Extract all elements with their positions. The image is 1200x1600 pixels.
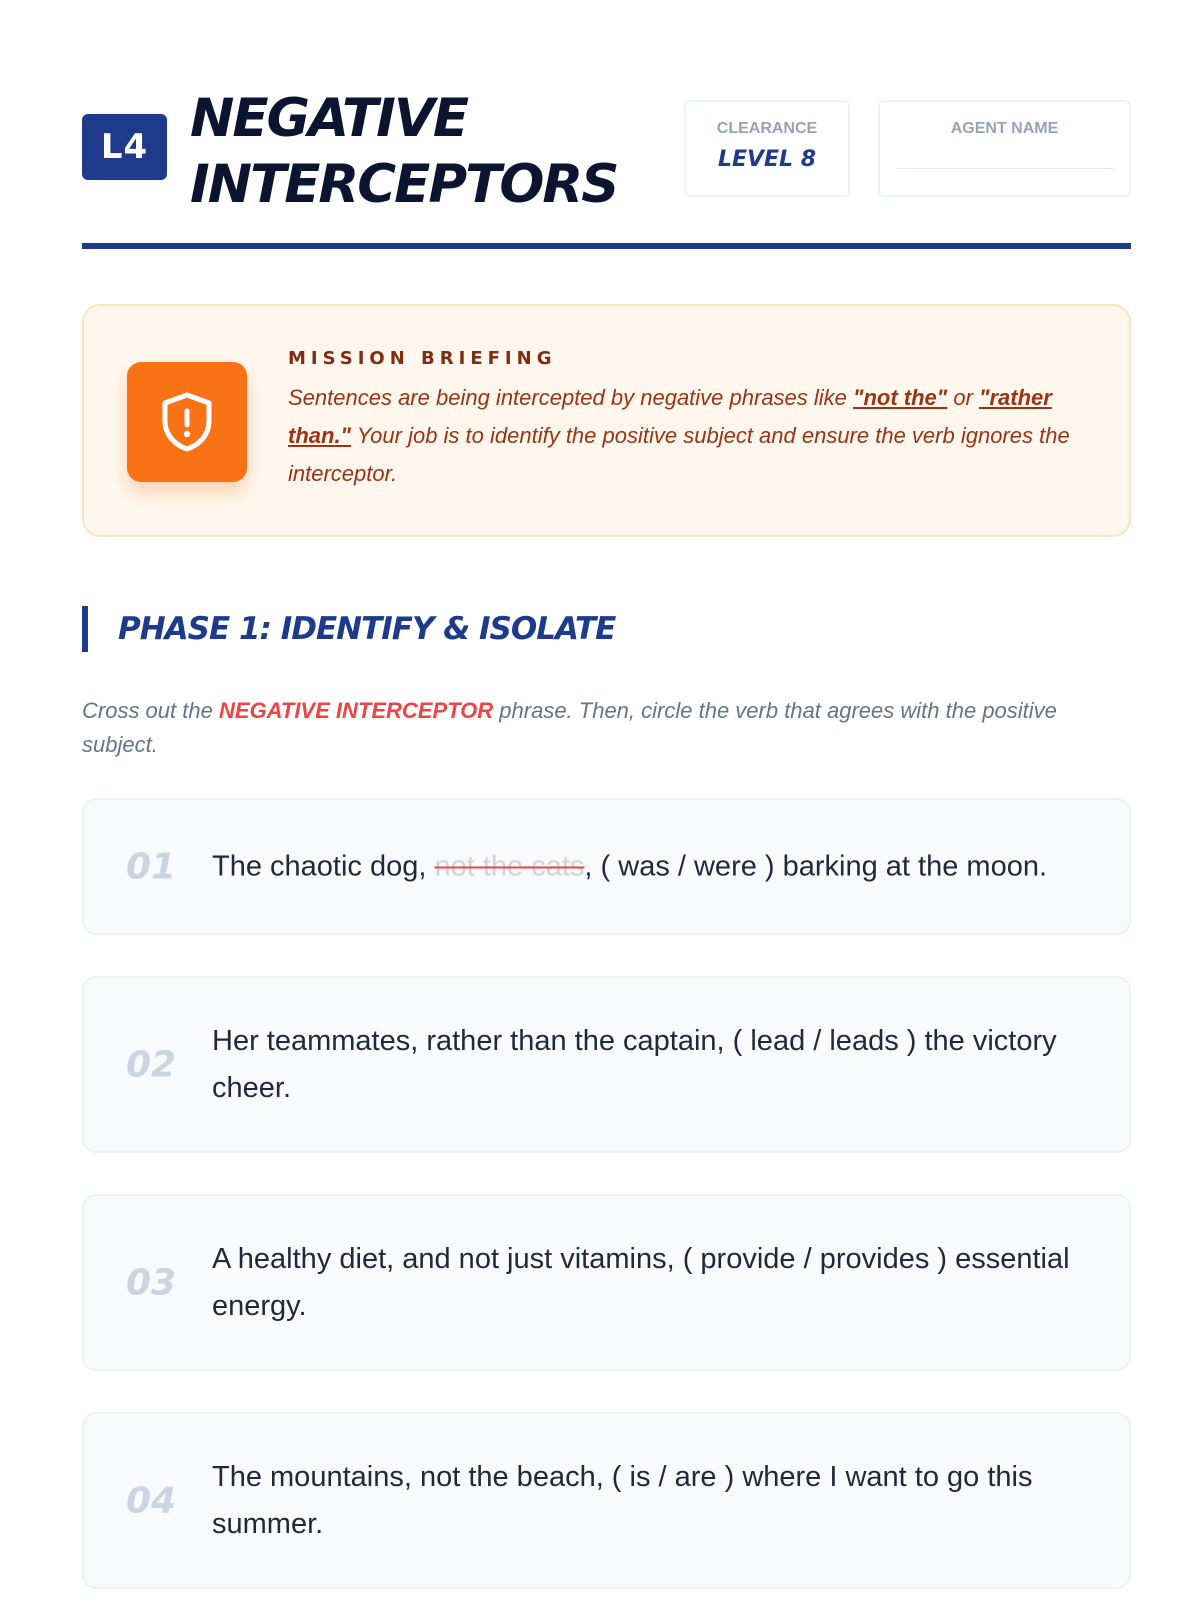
shield-alert-icon (127, 362, 247, 482)
question-card-3 (82, 1194, 1131, 1371)
question-text[interactable] (212, 843, 1099, 890)
question-number: 03 (126, 1262, 177, 1303)
question-number: 02 (126, 1044, 177, 1085)
briefing-title: MISSION BRIEFING (288, 348, 557, 369)
level-badge: L4 (82, 114, 167, 180)
question-text[interactable]: The mountains, not the beach, ( is / are ) where I want to go this summer. (212, 1460, 1033, 1540)
question-text[interactable]: A healthy diet, and not just vitamins, ( provide / provides ) essential energy. (212, 1242, 1070, 1322)
instructions-part: phrase. Then, circle the verb that agrees with the positive subject. (82, 698, 1057, 757)
question-card-1 (82, 798, 1131, 935)
sentence-part: , ( was / were ) barking at the moon. (584, 850, 1048, 882)
agent-name-box[interactable] (878, 100, 1131, 197)
briefing-text-part: or (947, 385, 980, 410)
instructions-part: Cross out the (82, 698, 219, 723)
shield-svg (159, 391, 215, 453)
question-number: 04 (126, 1480, 177, 1521)
term-not-the: "not the" (853, 385, 948, 410)
question-number: 01 (126, 846, 177, 887)
phase-heading: PHASE 1: IDENTIFY & ISOLATE (82, 606, 615, 652)
question-card-2 (82, 976, 1131, 1153)
agent-name-line[interactable] (896, 168, 1113, 169)
question-card-4 (82, 1412, 1131, 1589)
clearance-value: LEVEL 8 (717, 147, 817, 172)
phase-instructions (82, 694, 1131, 762)
mission-briefing (82, 304, 1131, 537)
question-text[interactable]: Her teammates, rather than the captain, ( lead / leads ) the victory cheer. (212, 1024, 1057, 1104)
worksheet-title (190, 86, 670, 218)
briefing-text (288, 379, 1098, 493)
agent-name-label: AGENT NAME (950, 120, 1059, 137)
crossed-out-phrase: not the cats (434, 850, 585, 882)
worksheet-header (82, 86, 1131, 246)
header-divider (82, 243, 1131, 249)
sentence-part: The chaotic dog, (212, 850, 435, 882)
clearance-label: CLEARANCE (716, 120, 818, 137)
briefing-text-part: Sentences are being intercepted by negative phrases like (288, 385, 854, 410)
title-line-2: INTERCEPTORS (190, 154, 618, 215)
instructions-highlight: NEGATIVE INTERCEPTOR (218, 698, 494, 723)
briefing-text-part: Your job is to identify the positive subject and ensure the verb ignores the interceptor. (288, 423, 1070, 486)
clearance-box (684, 100, 850, 197)
term-rather-than: "rather than." (288, 385, 1052, 448)
briefing-content (288, 348, 1098, 493)
title-line-1: NEGATIVE (190, 88, 468, 149)
